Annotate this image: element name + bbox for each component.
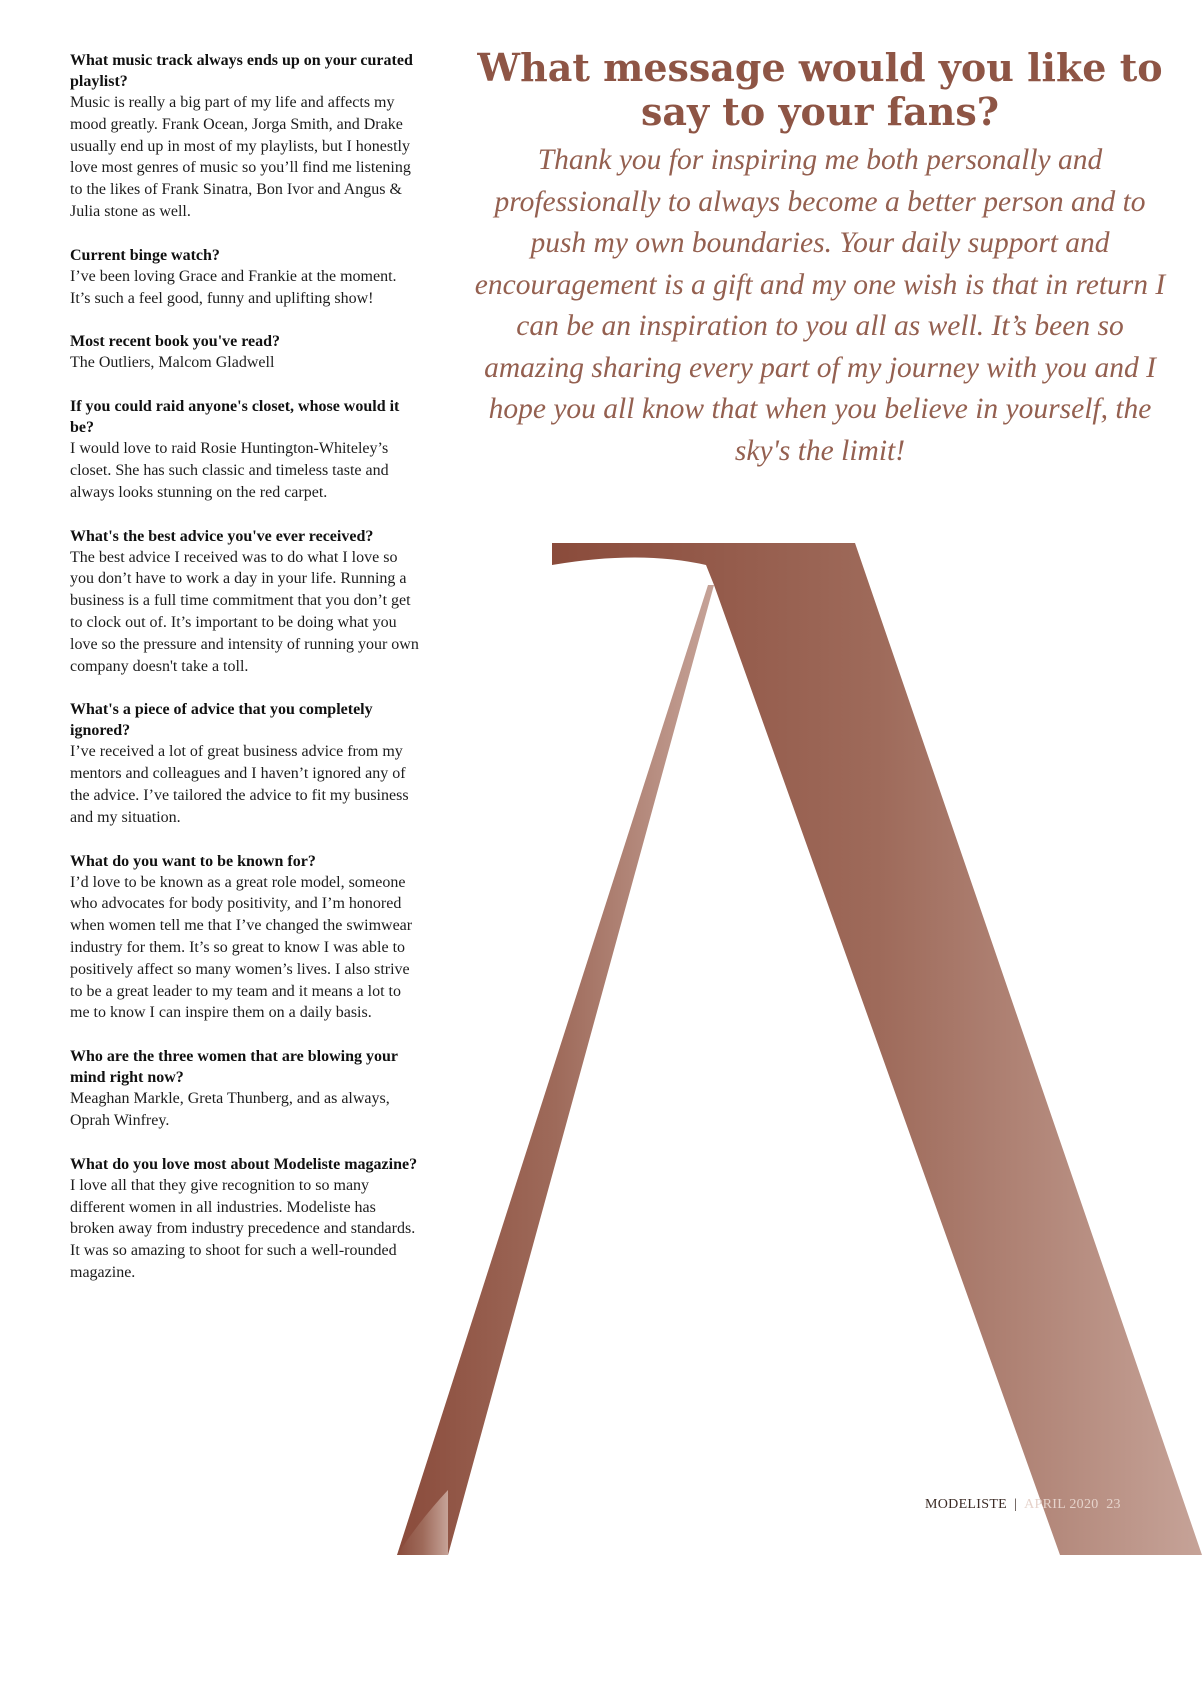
answer: I’ve received a lot of great business advice from my mentors and colleagues and I haven’t ignored any of the advice. I’ve tailored the advice to fit my business and my situation. bbox=[70, 743, 409, 826]
qa-item bbox=[70, 699, 420, 828]
question: What's the best advice you've ever received? bbox=[70, 527, 374, 545]
feature-quote bbox=[470, 46, 1170, 472]
issue-date: APRIL 2020 bbox=[1024, 1497, 1099, 1512]
qa-item bbox=[70, 50, 420, 223]
answer: Meaghan Markle, Greta Thunberg, and as always, Oprah Winfrey. bbox=[70, 1090, 390, 1129]
question: What do you want to be known for? bbox=[70, 852, 316, 870]
qa-item bbox=[70, 1046, 420, 1132]
magazine-name: MODELISTE bbox=[925, 1497, 1008, 1512]
question: If you could raid anyone's closet, whose would it be? bbox=[70, 398, 400, 437]
qa-item bbox=[70, 331, 420, 374]
answer: I love all that they give recognition to so many different women in all industries. Modeliste has broken away from industry precedence and standards. It was so amazing to shoot for such a well-rounded magazine. bbox=[70, 1176, 416, 1281]
qa-item bbox=[70, 851, 420, 1025]
feature-title: What message would you like to say to your fans? bbox=[477, 45, 1163, 134]
question: Who are the three women that are blowing your mind right now? bbox=[70, 1048, 398, 1087]
answer: I’ve been loving Grace and Frankie at the moment. It’s such a feel good, funny and uplifting show! bbox=[70, 267, 397, 307]
page-number: 23 bbox=[1106, 1497, 1121, 1512]
page-footer bbox=[925, 1497, 1121, 1513]
question: What music track always ends up on your curated playlist? bbox=[70, 52, 413, 90]
question: Most recent book you've read? bbox=[70, 333, 281, 351]
question: What do you love most about Modeliste magazine? bbox=[70, 1155, 418, 1173]
qa-item bbox=[70, 245, 420, 310]
interview-column bbox=[70, 50, 420, 1306]
answer: The best advice I received was to do what I love so you don’t have to work a day in your life. Running a business is a full time commitment that you don’t get to clock out of. It’s important to be doing what you love so the pressure and intensity of running your own company doesn't take a toll. bbox=[70, 548, 419, 675]
qa-item bbox=[70, 1154, 420, 1284]
qa-item bbox=[70, 526, 420, 678]
question: What's a piece of advice that you completely ignored? bbox=[70, 701, 373, 740]
answer: Music is really a big part of my life and affects my mood greatly. Frank Ocean, Jorga Smith, and Drake usually end up in most of my playlists, but I honestly love most genres of music so you’ll find me listening to the likes of Frank Sinatra, Bon Ivor and Angus & Julia stone as well. bbox=[70, 94, 411, 220]
answer: I would love to raid Rosie Huntington-Whiteley’s closet. She has such classic and timeless taste and always looks stunning on the red carpet. bbox=[70, 440, 389, 501]
feature-message: Thank you for inspiring me both personally and professionally to always become a better person and to push my own boundaries. Your daily support and encouragement is a gift and my one wish is that in return I can be an inspiration to you all as well. It’s been so amazing sharing every part of my journey with you and I hope you all know that when you believe in yourself, the sky's the limit! bbox=[474, 144, 1166, 467]
question: Current binge watch? bbox=[70, 246, 220, 264]
footer-separator: | bbox=[1014, 1497, 1018, 1512]
qa-item bbox=[70, 396, 420, 503]
answer: I’d love to be known as a great role model, someone who advocates for body positivity, and I’m honored when women tell me that I’ve changed the swimwear industry for them. It’s so great to know I was able to positively affect so many women’s lives. I also strive to be a great leader to my team and it means a lot to me to know I can inspire them on a daily basis. bbox=[70, 873, 413, 1022]
answer: The Outliers, Malcom Gladwell bbox=[70, 354, 275, 372]
